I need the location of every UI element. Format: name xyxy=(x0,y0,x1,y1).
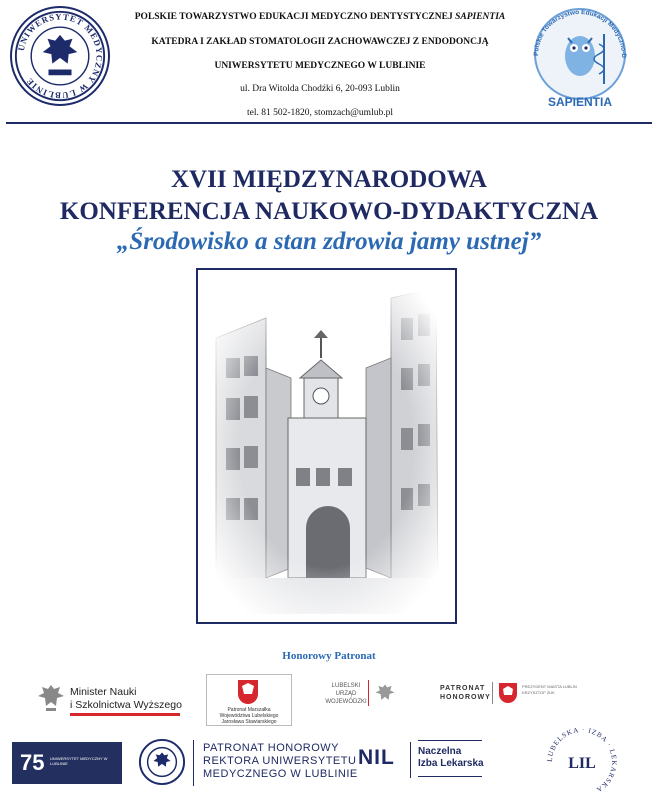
marshal-line2: Województwa Lubelskiego xyxy=(219,713,279,719)
voivode-office-text xyxy=(322,682,370,706)
svg-text:LIL: LIL xyxy=(568,755,596,772)
nil-bottom-rule xyxy=(418,776,482,777)
svg-text:SAPIENTIA: SAPIENTIA xyxy=(547,95,613,109)
address: ul. Dra Witolda Chodźki 6, 20-093 Lublin xyxy=(240,84,400,94)
university-seal-icon xyxy=(138,738,186,786)
city-line2: HONOROWY xyxy=(440,694,491,701)
university-seal-logo xyxy=(10,6,110,106)
conference-subtitle: „Środowisko a stan zdrowia jamy ustnej” xyxy=(116,228,542,255)
sapientia-logo xyxy=(528,4,632,110)
rector-patronage-text xyxy=(203,742,358,781)
rector-line2: REKTORA UNIWERSYTETU xyxy=(203,755,357,767)
conference-title-line2: KONFERENCJA NAUKOWO-DYDAKTYCZNA xyxy=(59,198,599,225)
city-mayor-text xyxy=(522,684,582,696)
voivode-line3: WOJEWÓDZKI xyxy=(325,699,367,705)
nil-logo: NIL xyxy=(358,746,395,769)
rector-line3: MEDYCZNEGO W LUBLINIE xyxy=(203,768,358,780)
city-patronage-label xyxy=(440,684,491,702)
voivode-divider xyxy=(368,680,369,706)
anniversary-number: 75 xyxy=(20,750,45,775)
svg-text:LUBELSKA · IZBA · LEKARSKA: LUBELSKA · IZBA · LEKARSKA xyxy=(545,725,619,795)
ministry-logo-text xyxy=(70,686,182,712)
nil-top-rule xyxy=(418,740,482,741)
old-town-gate-sketch-icon xyxy=(206,278,447,614)
ministry-line1: Minister Nauki xyxy=(70,686,137,698)
lublin-region-crest-icon xyxy=(236,678,260,706)
lublin-city-crest-icon xyxy=(498,682,518,704)
city-line1: PATRONAT xyxy=(440,685,486,692)
nil-line1: Naczelna xyxy=(418,746,462,757)
polish-eagle-icon xyxy=(374,682,396,706)
owl-caduceus-icon xyxy=(528,4,632,110)
contact-info: tel. 81 502-1820, stomzach@umlub.pl xyxy=(247,108,393,118)
rector-line1: PATRONAT HONOROWY xyxy=(203,742,340,754)
rector-divider xyxy=(193,740,194,786)
city-side2: KRZYSZTOF ŻUK xyxy=(522,690,555,695)
city-divider xyxy=(492,682,493,704)
ministry-line2: i Szkolnictwa Wyższego xyxy=(70,699,182,711)
voivode-line1: LUBELSKI xyxy=(331,683,361,689)
lil-seal-icon xyxy=(544,724,620,796)
svg-text:UNIWERSYTET MEDYCZNY W LUBLINI: UNIWERSYTET MEDYCZNY W LUBLINIE xyxy=(15,11,105,101)
nil-divider xyxy=(410,742,411,778)
society-name: POLSKIE TOWARZYSTWO EDUKACJI MEDYCZNO DENTYSTYCZNEJ SAPIENTIA xyxy=(134,12,506,22)
patronage-heading: Honorowy Patronat xyxy=(282,650,376,662)
voivode-line2: URZĄD xyxy=(335,691,357,697)
university-seal-icon xyxy=(12,8,108,104)
cover-image-frame xyxy=(196,268,457,624)
svg-text:Polskie Towarzystwo Edukacji M: Polskie Towarzystwo Edukacji Medyczno-D xyxy=(532,8,628,59)
marshal-line3: Jarosława Stawiarskiego xyxy=(221,719,277,725)
nil-line2: Izba Lekarska xyxy=(418,758,484,769)
ministry-red-bar xyxy=(70,713,180,716)
marshal-line1: Patronat Marszałka xyxy=(227,707,271,713)
university-name: UNIWERSYTETU MEDYCZNEGO W LUBLINIE xyxy=(214,61,426,71)
anniversary-text: UNIWERSYTET MEDYCZNY W LUBLINIE xyxy=(50,756,108,766)
marshal-patronage-text xyxy=(208,707,290,725)
nil-name xyxy=(418,746,484,770)
polish-eagle-icon xyxy=(36,682,66,714)
conference-title-line1: XVII MIĘDZYNARODOWA xyxy=(171,166,487,193)
city-side1: PREZYDENT MIASTA LUBLIN xyxy=(522,684,577,689)
header-divider xyxy=(6,122,652,124)
department-name: KATEDRA I ZAKŁAD STOMATOLOGII ZACHOWAWCZEJ Z ENDODONCJĄ xyxy=(151,37,489,47)
